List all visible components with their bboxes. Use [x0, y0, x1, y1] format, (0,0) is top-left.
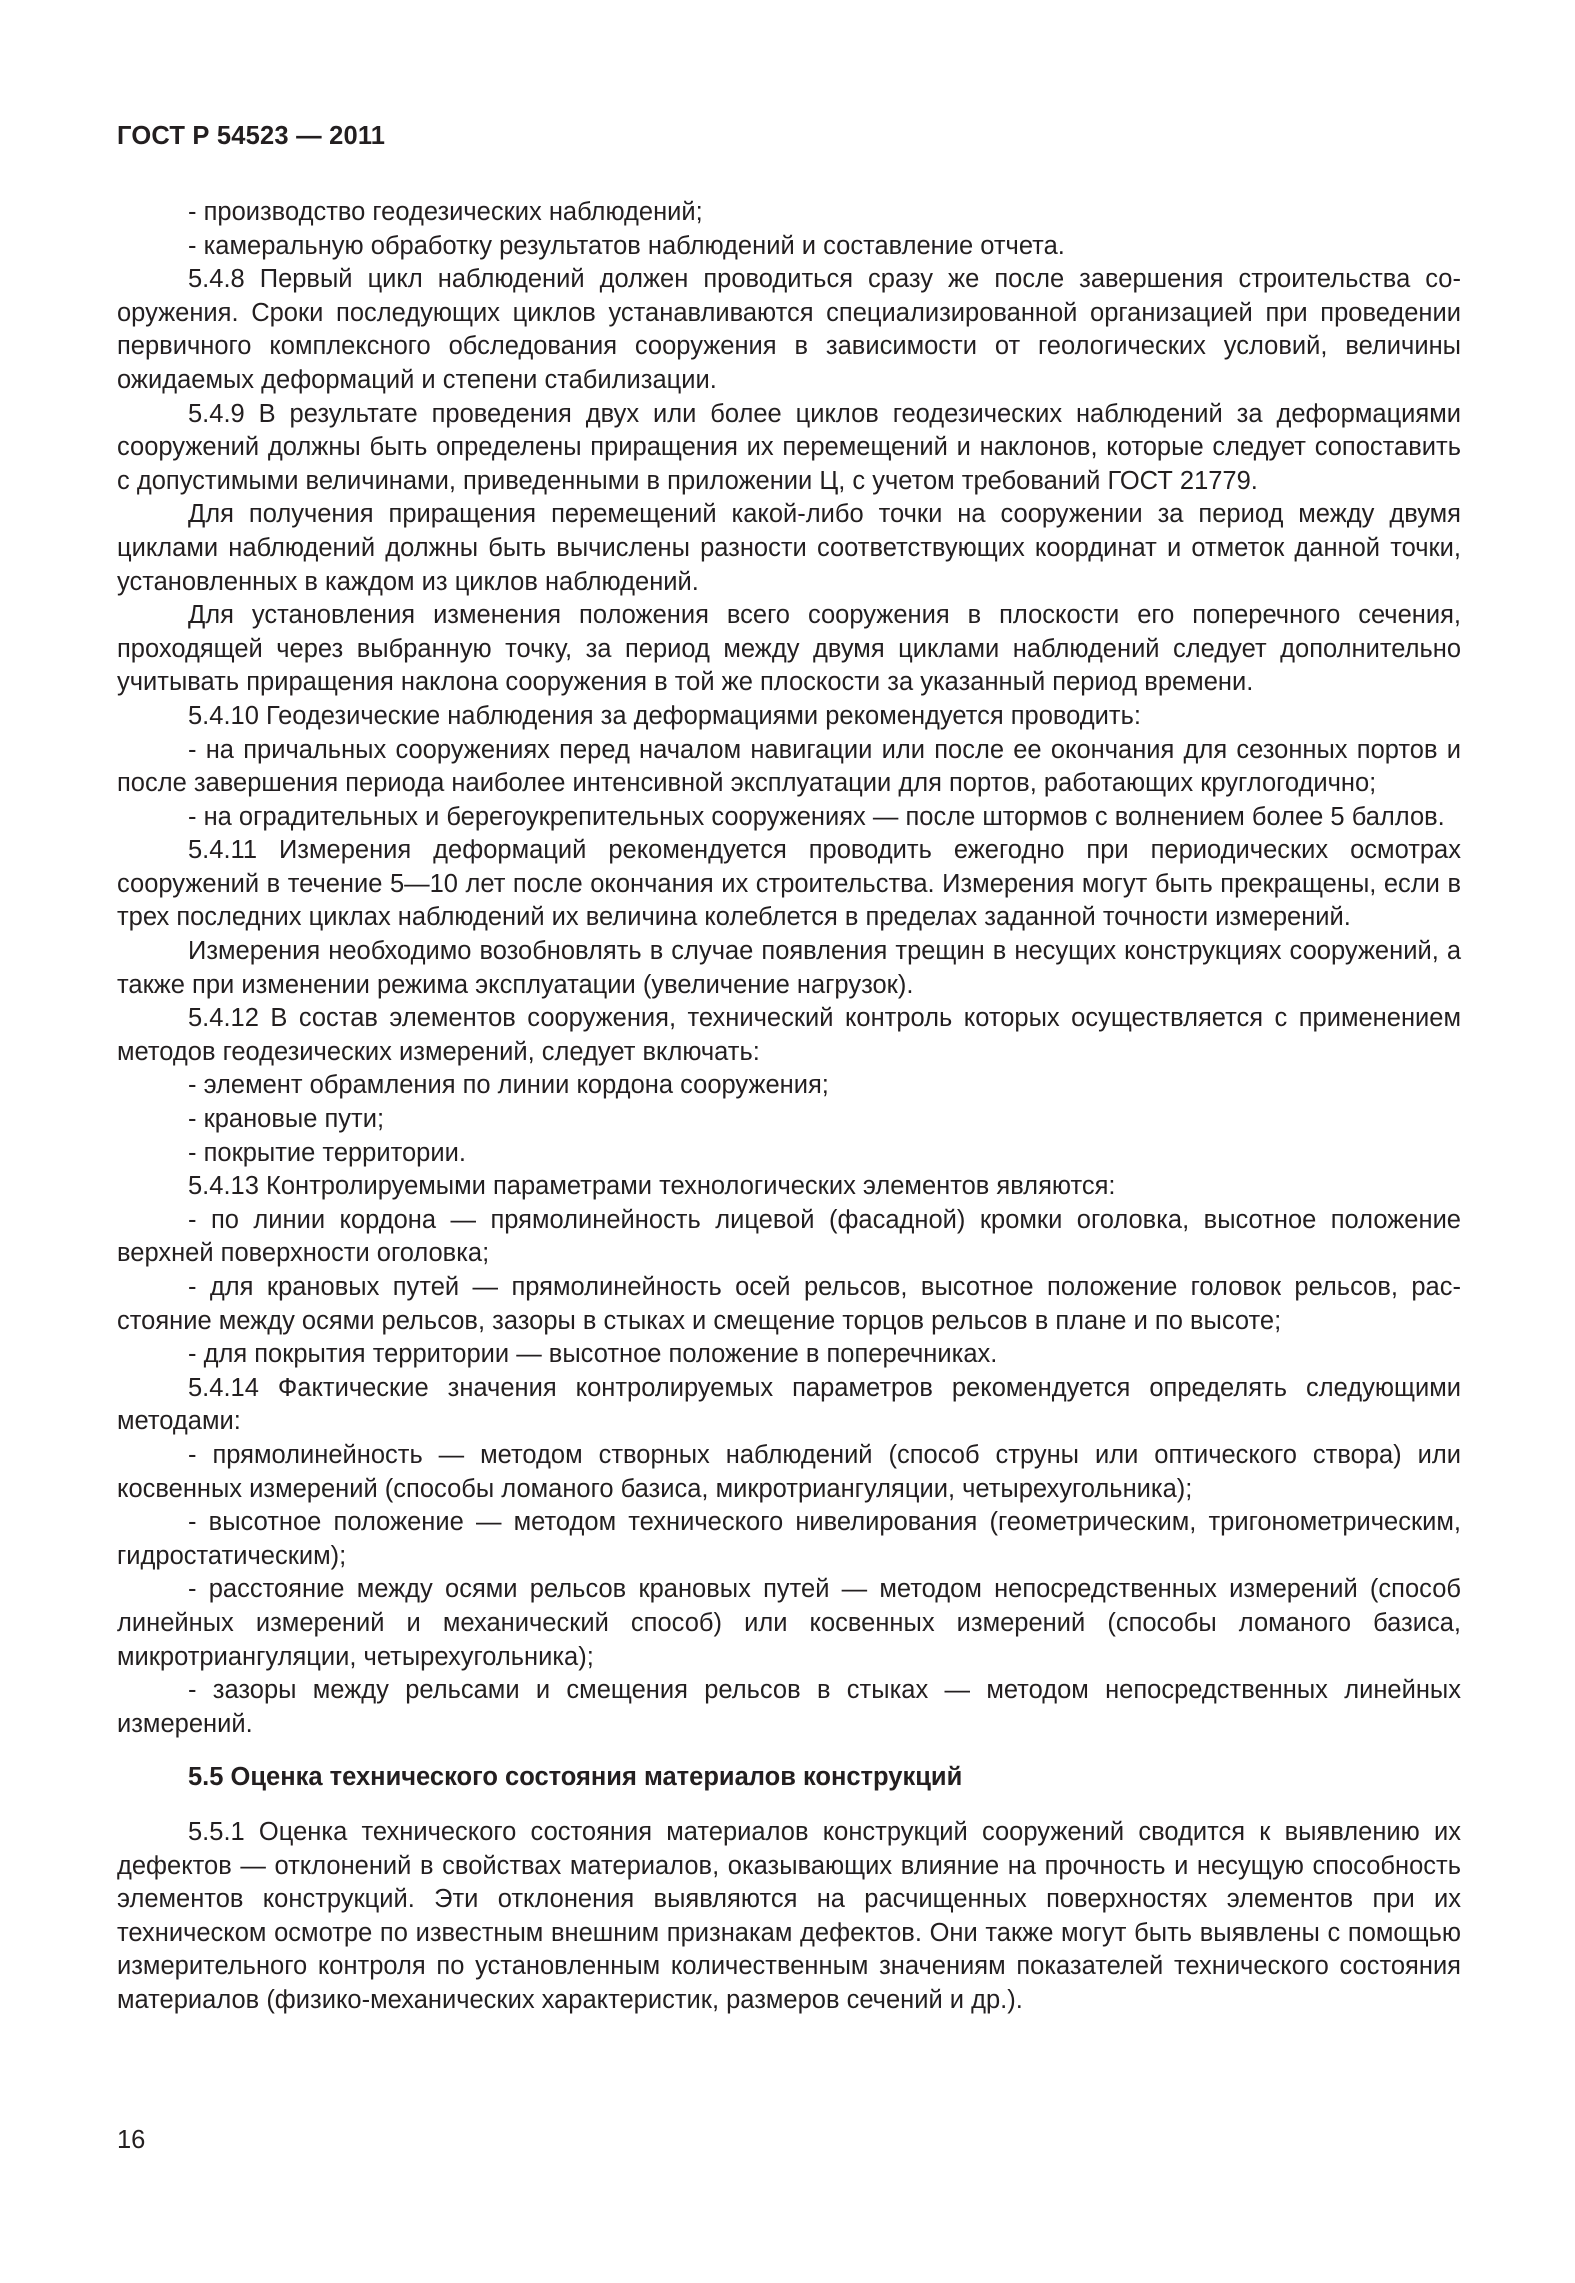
- paragraph: - камеральную обработку результатов наблюдений и составление отчета.: [188, 231, 1065, 260]
- paragraph: - для крановых путей — прямолинейность осей рельсов, высотное положение головок рельсов, расстояние между осями рельсов, зазоры в стыках и смещение торцов рельсов в плане и по высоте;: [117, 1273, 1461, 1335]
- paragraph: 5.4.14 Фактические значения контролируемых параметров рекомендуется определять следующими методами:: [117, 1373, 1461, 1436]
- paragraph: - покрытие территории.: [188, 1138, 466, 1167]
- paragraph: Измерения необходимо возобновлять в случае появления трещин в несущих конструкциях сооружений, а также при изменении режима эксплуатации (увеличение нагрузок).: [117, 937, 1461, 999]
- paragraph: 5.4.8 Первый цикл наблюдений должен проводиться сразу же после завершения строительства сооружения. Сроки последующих циклов устанавливаются специализированной организацией при проведении первичного комплексного обследования сооружения в зависимости от геологических условий, величины ожидаемых деформаций и степени стабилизации.: [117, 265, 1461, 394]
- paragraph: - высотное положение — методом технического нивелирования (геометрическим, тригонометрическим, гидростатическим);: [117, 1508, 1461, 1570]
- paragraph: - прямолинейность — методом створных наблюдений (способ струны или оптического створа) или косвенных измерений (способы ломаного базиса, микротриангуляции, четырехугольника);: [117, 1440, 1461, 1503]
- page-number: 16: [117, 2126, 146, 2154]
- document-body: [117, 196, 1461, 2017]
- section-heading-5-5: 5.5 Оценка технического состояния материалов конструкций: [188, 1763, 963, 1792]
- paragraph: - на оградительных и берегоукрепительных сооружениях — после штормов с волнением более 5 баллов.: [188, 802, 1445, 831]
- paragraph: - расстояние между осями рельсов крановых путей — методом непосредственных измерений (способ линейных измерений и механический способ) или косвенных измерений (способы ломаного базиса, микротриангуляции, четырехугольника);: [117, 1575, 1461, 1671]
- paragraph: Для получения приращения перемещений какой-либо точки на сооружении за период между двумя циклами наблюдений должны быть вычислены разности соответствующих координат и отметок данной точки, установленных в каждом из циклов наблюдений.: [117, 500, 1461, 596]
- paragraph: - на причальных сооружениях перед началом навигации или после ее окончания для сезонных портов и после завершения периода наиболее интенсивной эксплуатации для портов, работающих круглогодично;: [117, 735, 1461, 798]
- paragraph: - крановые пути;: [188, 1105, 385, 1134]
- paragraph: - по линии кордона — прямолинейность лицевой (фасадной) кромки оголовка, высотное положение верхней поверхности оголовка;: [117, 1205, 1461, 1268]
- paragraph: Для установления изменения положения всего сооружения в плоскости его поперечного сечения, проходящей через выбранную точку, за период между двумя циклами наблюдений следует дополнительно учитывать приращения наклона сооружения в той же плоскости за указанный период времени.: [117, 601, 1461, 697]
- paragraph: 5.4.11 Измерения деформаций рекомендуется проводить ежегодно при периодических осмотрах сооружений в течение 5—10 лет после окончания их строительства. Измерения могут быть прекращены, если в трех последних циклах наблюдений их величина колеблется в пределах заданной точности измерений.: [117, 836, 1461, 932]
- paragraph: 5.4.12 В состав элементов сооружения, технический контроль которых осуществляется с применением методов геодезических измерений, следует включать:: [117, 1004, 1461, 1066]
- document-code-header: ГОСТ Р 54523 — 2011: [117, 122, 386, 150]
- paragraph: - для покрытия территории — высотное положение в поперечниках.: [188, 1340, 998, 1369]
- paragraph: - элемент обрамления по линии кордона сооружения;: [188, 1071, 829, 1100]
- paragraph: 5.4.13 Контролируемыми параметрами технологических элементов являются:: [188, 1172, 1116, 1201]
- paragraph: 5.4.10 Геодезические наблюдения за деформациями рекомендуется проводить:: [188, 701, 1141, 730]
- paragraph: - зазоры между рельсами и смещения рельсов в стыках — методом непосредственных линейных измерений.: [117, 1676, 1461, 1738]
- paragraph: 5.4.9 В результате проведения двух или более циклов геодезических наблюдений за деформациями сооружений должны быть определены приращения их перемещений и наклонов, которые следует сопоставить с допустимыми величинами, приведенными в приложении Ц, с учетом требований ГОСТ 21779.: [117, 399, 1461, 495]
- paragraph: - производство геодезических наблюдений;: [188, 198, 703, 226]
- paragraph: 5.5.1 Оценка технического состояния материалов конструкций сооружений сводится к выявлению их дефектов — отклонений в свойствах материалов, оказывающих влияние на прочность и несущую способность элементов конструкций. Эти отклонения выявляются на расчищенных поверхностях элементов при их техническом осмотре по известным внешним признакам дефектов. Они также могут быть выявлены с помощью измерительного контроля по установленным количественным значениям показателей технического состояния материалов (физико-механических характеристик, размеров сечений и др.).: [117, 1817, 1461, 2014]
